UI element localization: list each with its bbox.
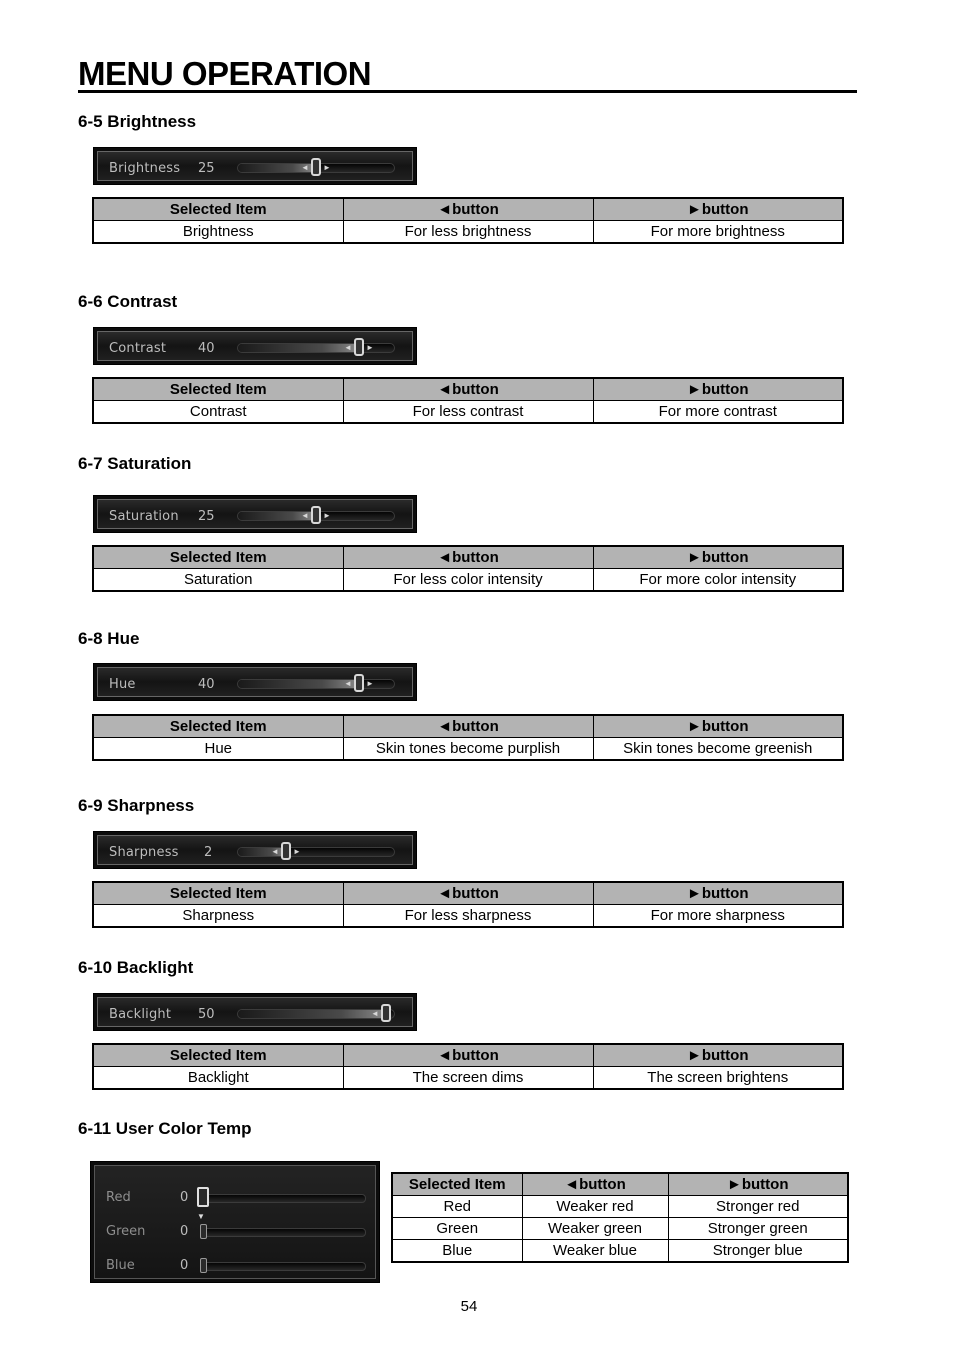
header-left-button: ◄button — [343, 882, 593, 905]
arrow-right-icon: ► — [366, 343, 374, 352]
arrow-left-icon: ◄ — [301, 511, 309, 520]
slider-knob — [200, 1258, 207, 1273]
osd-value: 0 — [180, 1258, 189, 1273]
page-title: MENU OPERATION — [78, 54, 857, 93]
arrow-right-icon: ► — [366, 679, 374, 688]
slider-track — [237, 847, 395, 857]
header-left-button: ◄button — [522, 1173, 668, 1196]
cell-item: Sharpness — [93, 905, 343, 928]
spec-table-brightness — [92, 197, 844, 244]
spec-table-backlight — [92, 1043, 844, 1090]
table-row — [93, 401, 843, 424]
arrow-right-icon: ► — [293, 847, 301, 856]
osd-label: Brightness — [109, 161, 181, 176]
cell-left: Weaker red — [522, 1196, 668, 1218]
osd-label: Contrast — [109, 341, 167, 356]
cell-left: Weaker blue — [522, 1240, 668, 1263]
slider-fill — [238, 344, 359, 352]
arrow-left-icon: ◄ — [371, 1009, 379, 1018]
cell-right: Skin tones become greenish — [593, 738, 843, 761]
cell-item: Backlight — [93, 1067, 343, 1090]
cell-item: Red — [392, 1196, 522, 1218]
cell-right: For more brightness — [593, 221, 843, 244]
cell-left: For less sharpness — [343, 905, 593, 928]
osd-user-color-temp-panel — [90, 1161, 380, 1283]
header-selected-item: Selected Item — [93, 882, 343, 905]
section-heading-hue: 6-8 Hue — [78, 629, 140, 648]
cell-left: The screen dims — [343, 1067, 593, 1090]
section-heading-backlight: 6-10 Backlight — [78, 958, 194, 977]
cell-right: Stronger red — [668, 1196, 848, 1218]
slider-knob — [311, 506, 321, 524]
header-left-button: ◄button — [343, 1044, 593, 1067]
header-selected-item: Selected Item — [93, 546, 343, 569]
header-right-button: ►button — [593, 882, 843, 905]
osd-row-blue — [95, 1244, 375, 1274]
header-selected-item: Selected Item — [93, 198, 343, 221]
spec-table-hue — [92, 714, 844, 761]
cell-right: Stronger blue — [668, 1240, 848, 1263]
table-row — [392, 1240, 848, 1263]
osd-slider-backlight — [93, 993, 417, 1031]
section-heading-user-color-temp: 6-11 User Color Temp — [78, 1119, 252, 1138]
table-row — [93, 569, 843, 592]
osd-row-green — [95, 1210, 375, 1240]
osd-value: 40 — [198, 677, 215, 692]
osd-slider-saturation — [93, 495, 417, 533]
cell-item: Brightness — [93, 221, 343, 244]
arrow-left-icon: ◄ — [271, 847, 279, 856]
table-row — [392, 1196, 848, 1218]
arrow-left-icon: ◄ — [344, 679, 352, 688]
osd-value: 40 — [198, 341, 215, 356]
cell-item: Hue — [93, 738, 343, 761]
slider-track — [202, 1228, 366, 1237]
section-heading-saturation: 6-7 Saturation — [78, 454, 192, 473]
cell-item: Contrast — [93, 401, 343, 424]
osd-label: Backlight — [109, 1007, 172, 1022]
cell-right: For more contrast — [593, 401, 843, 424]
osd-label: Hue — [109, 677, 136, 692]
table-row — [93, 1067, 843, 1090]
slider-track — [237, 1009, 395, 1019]
spec-table-saturation — [92, 545, 844, 592]
osd-slider-brightness — [93, 147, 417, 185]
arrow-left-icon: ◄ — [344, 343, 352, 352]
cell-left: For less contrast — [343, 401, 593, 424]
cell-item: Blue — [392, 1240, 522, 1263]
arrow-right-icon: ► — [323, 511, 331, 520]
slider-track — [237, 679, 395, 689]
table-row — [392, 1218, 848, 1240]
spec-table-sharpness — [92, 881, 844, 928]
osd-value: 0 — [180, 1190, 189, 1205]
arrow-right-icon: ► — [323, 163, 331, 172]
header-right-button: ►button — [593, 378, 843, 401]
header-left-button: ◄button — [343, 546, 593, 569]
header-selected-item: Selected Item — [93, 715, 343, 738]
section-heading-contrast: 6-6 Contrast — [78, 292, 178, 311]
header-selected-item: Selected Item — [392, 1173, 522, 1196]
arrow-left-icon: ◄ — [301, 163, 309, 172]
slider-knob — [281, 842, 291, 860]
cell-left: Weaker green — [522, 1218, 668, 1240]
cell-right: For more sharpness — [593, 905, 843, 928]
osd-label: Red — [106, 1190, 131, 1205]
table-row — [93, 221, 843, 244]
osd-value: 0 — [180, 1224, 189, 1239]
cell-right: The screen brightens — [593, 1067, 843, 1090]
header-selected-item: Selected Item — [93, 1044, 343, 1067]
header-right-button: ►button — [593, 546, 843, 569]
cell-right: For more color intensity — [593, 569, 843, 592]
osd-row-red — [95, 1176, 375, 1221]
spec-table-contrast — [92, 377, 844, 424]
slider-fill — [238, 680, 359, 688]
osd-label: Saturation — [109, 509, 179, 524]
slider-knob — [354, 338, 364, 356]
slider-knob — [381, 1004, 391, 1022]
osd-value: 50 — [198, 1007, 215, 1022]
header-selected-item: Selected Item — [93, 378, 343, 401]
header-right-button: ►button — [593, 1044, 843, 1067]
osd-label: Blue — [106, 1258, 135, 1273]
slider-track — [197, 1194, 366, 1221]
slider-track — [237, 163, 395, 173]
table-row — [93, 738, 843, 761]
cell-right: Stronger green — [668, 1218, 848, 1240]
slider-knob — [311, 158, 321, 176]
caret-down-icon: ▼ — [197, 1212, 205, 1221]
osd-value: 25 — [198, 509, 215, 524]
osd-slider-hue — [93, 663, 417, 701]
slider-knob — [354, 674, 364, 692]
section-heading-brightness: 6-5 Brightness — [78, 112, 197, 131]
page-number: 54 — [460, 1298, 478, 1315]
cell-left: For less brightness — [343, 221, 593, 244]
header-right-button: ►button — [593, 198, 843, 221]
slider-track — [237, 511, 395, 521]
table-row — [93, 905, 843, 928]
osd-slider-contrast — [93, 327, 417, 365]
header-right-button: ►button — [593, 715, 843, 738]
section-heading-sharpness: 6-9 Sharpness — [78, 796, 195, 815]
spec-table-user-color-temp — [391, 1172, 849, 1263]
header-left-button: ◄button — [343, 198, 593, 221]
osd-label: Sharpness — [109, 845, 179, 860]
osd-value: 25 — [198, 161, 215, 176]
header-left-button: ◄button — [343, 715, 593, 738]
slider-track — [202, 1262, 366, 1271]
slider-knob — [200, 1224, 207, 1239]
cell-item: Green — [392, 1218, 522, 1240]
cell-left: Skin tones become purplish — [343, 738, 593, 761]
osd-value: 2 — [204, 845, 213, 860]
osd-label: Green — [106, 1224, 146, 1239]
slider-fill — [238, 1010, 386, 1018]
cell-left: For less color intensity — [343, 569, 593, 592]
slider-track — [237, 343, 395, 353]
header-right-button: ►button — [668, 1173, 848, 1196]
osd-slider-sharpness — [93, 831, 417, 869]
slider-knob — [197, 1187, 209, 1207]
header-left-button: ◄button — [343, 378, 593, 401]
cell-item: Saturation — [93, 569, 343, 592]
